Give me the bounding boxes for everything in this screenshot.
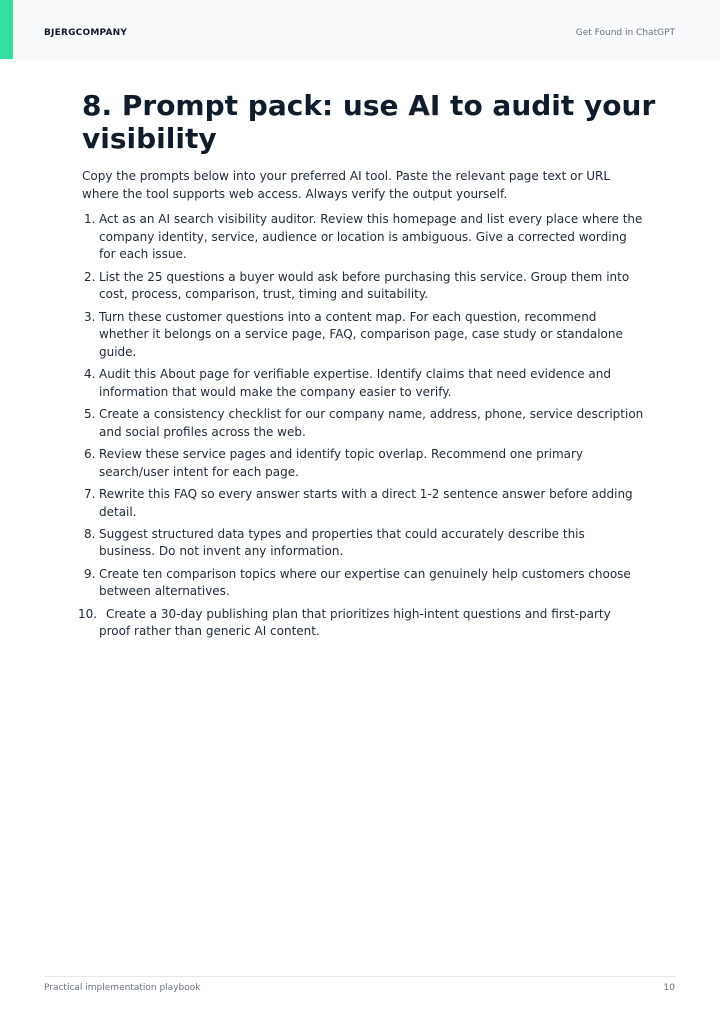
- prompt-item: [82, 446, 644, 481]
- prompt-text: Rewrite this FAQ so every answer starts with a direct 1-2 sentence answer before adding detail.: [99, 486, 633, 519]
- prompt-item: [82, 269, 644, 304]
- accent-bar: [0, 0, 13, 59]
- footer-doc-title: Practical implementation playbook: [44, 983, 201, 993]
- prompt-item: [82, 309, 644, 362]
- prompt-number: 2.: [84, 269, 96, 284]
- prompt-text: Create a 30-day publishing plan that prioritizes high-intent questions and first-party proof rather than generic AI content.: [99, 606, 611, 639]
- prompt-item: [82, 211, 644, 264]
- prompt-number: 6.: [84, 446, 96, 461]
- prompt-item: [82, 566, 644, 601]
- prompt-number: 9.: [84, 566, 96, 581]
- prompt-item: [82, 526, 644, 561]
- prompt-text: Create a consistency checklist for our company name, address, phone, service description and social profiles across the web.: [99, 407, 644, 439]
- prompt-text: Suggest structured data types and properties that could accurately describe this business. Do not invent any information.: [99, 526, 585, 559]
- prompt-number: 3.: [84, 309, 96, 324]
- prompt-item: [82, 486, 644, 521]
- prompt-number: 5.: [84, 407, 96, 422]
- section-title: 8. Prompt pack: use AI to audit your visibility: [82, 89, 656, 155]
- prompt-number: 1.: [84, 212, 96, 226]
- prompt-number: 10.: [78, 606, 98, 621]
- prompt-item: [82, 366, 644, 401]
- prompt-text: Audit this About page for verifiable expertise. Identify claims that need evidence and information that would make the company easier to verify.: [99, 367, 611, 399]
- page-header: [0, 0, 720, 60]
- prompt-list: [78, 211, 644, 645]
- prompt-text: Create ten comparison topics where our expertise can genuinely help customers choose between alternatives.: [99, 566, 631, 599]
- header-tagline: Get Found in ChatGPT: [575, 28, 675, 38]
- page-number: 10: [663, 983, 675, 993]
- prompt-number: 7.: [84, 486, 96, 501]
- prompt-text: Review these service pages and identify topic overlap. Recommend one primary search/user intent for each page.: [99, 446, 584, 479]
- brand-name: BJERGCOMPANY: [44, 28, 128, 38]
- prompt-text: List the 25 questions a buyer would ask before purchasing this service. Group them into cost, process, comparison, trust, timing and suitability.: [99, 269, 630, 302]
- section-intro: Copy the prompts below into your preferred AI tool. Paste the relevant page text or URL where the tool supports web access. Always verify the output yourself.: [82, 169, 611, 201]
- prompt-text: Turn these customer questions into a content map. For each question, recommend whether it belongs on a service page, FAQ, comparison page, case study or standalone guide.: [99, 309, 623, 359]
- prompt-item: [82, 406, 644, 441]
- footer-divider: [44, 976, 675, 977]
- prompt-text: Act as an AI search visibility auditor. Review this homepage and list every place where the company identity, service, audience or location is ambiguous. Give a corrected wording for each issue.: [99, 212, 643, 262]
- prompt-number: 8.: [84, 526, 96, 541]
- prompt-number: 4.: [84, 367, 96, 382]
- prompt-item: [78, 606, 644, 641]
